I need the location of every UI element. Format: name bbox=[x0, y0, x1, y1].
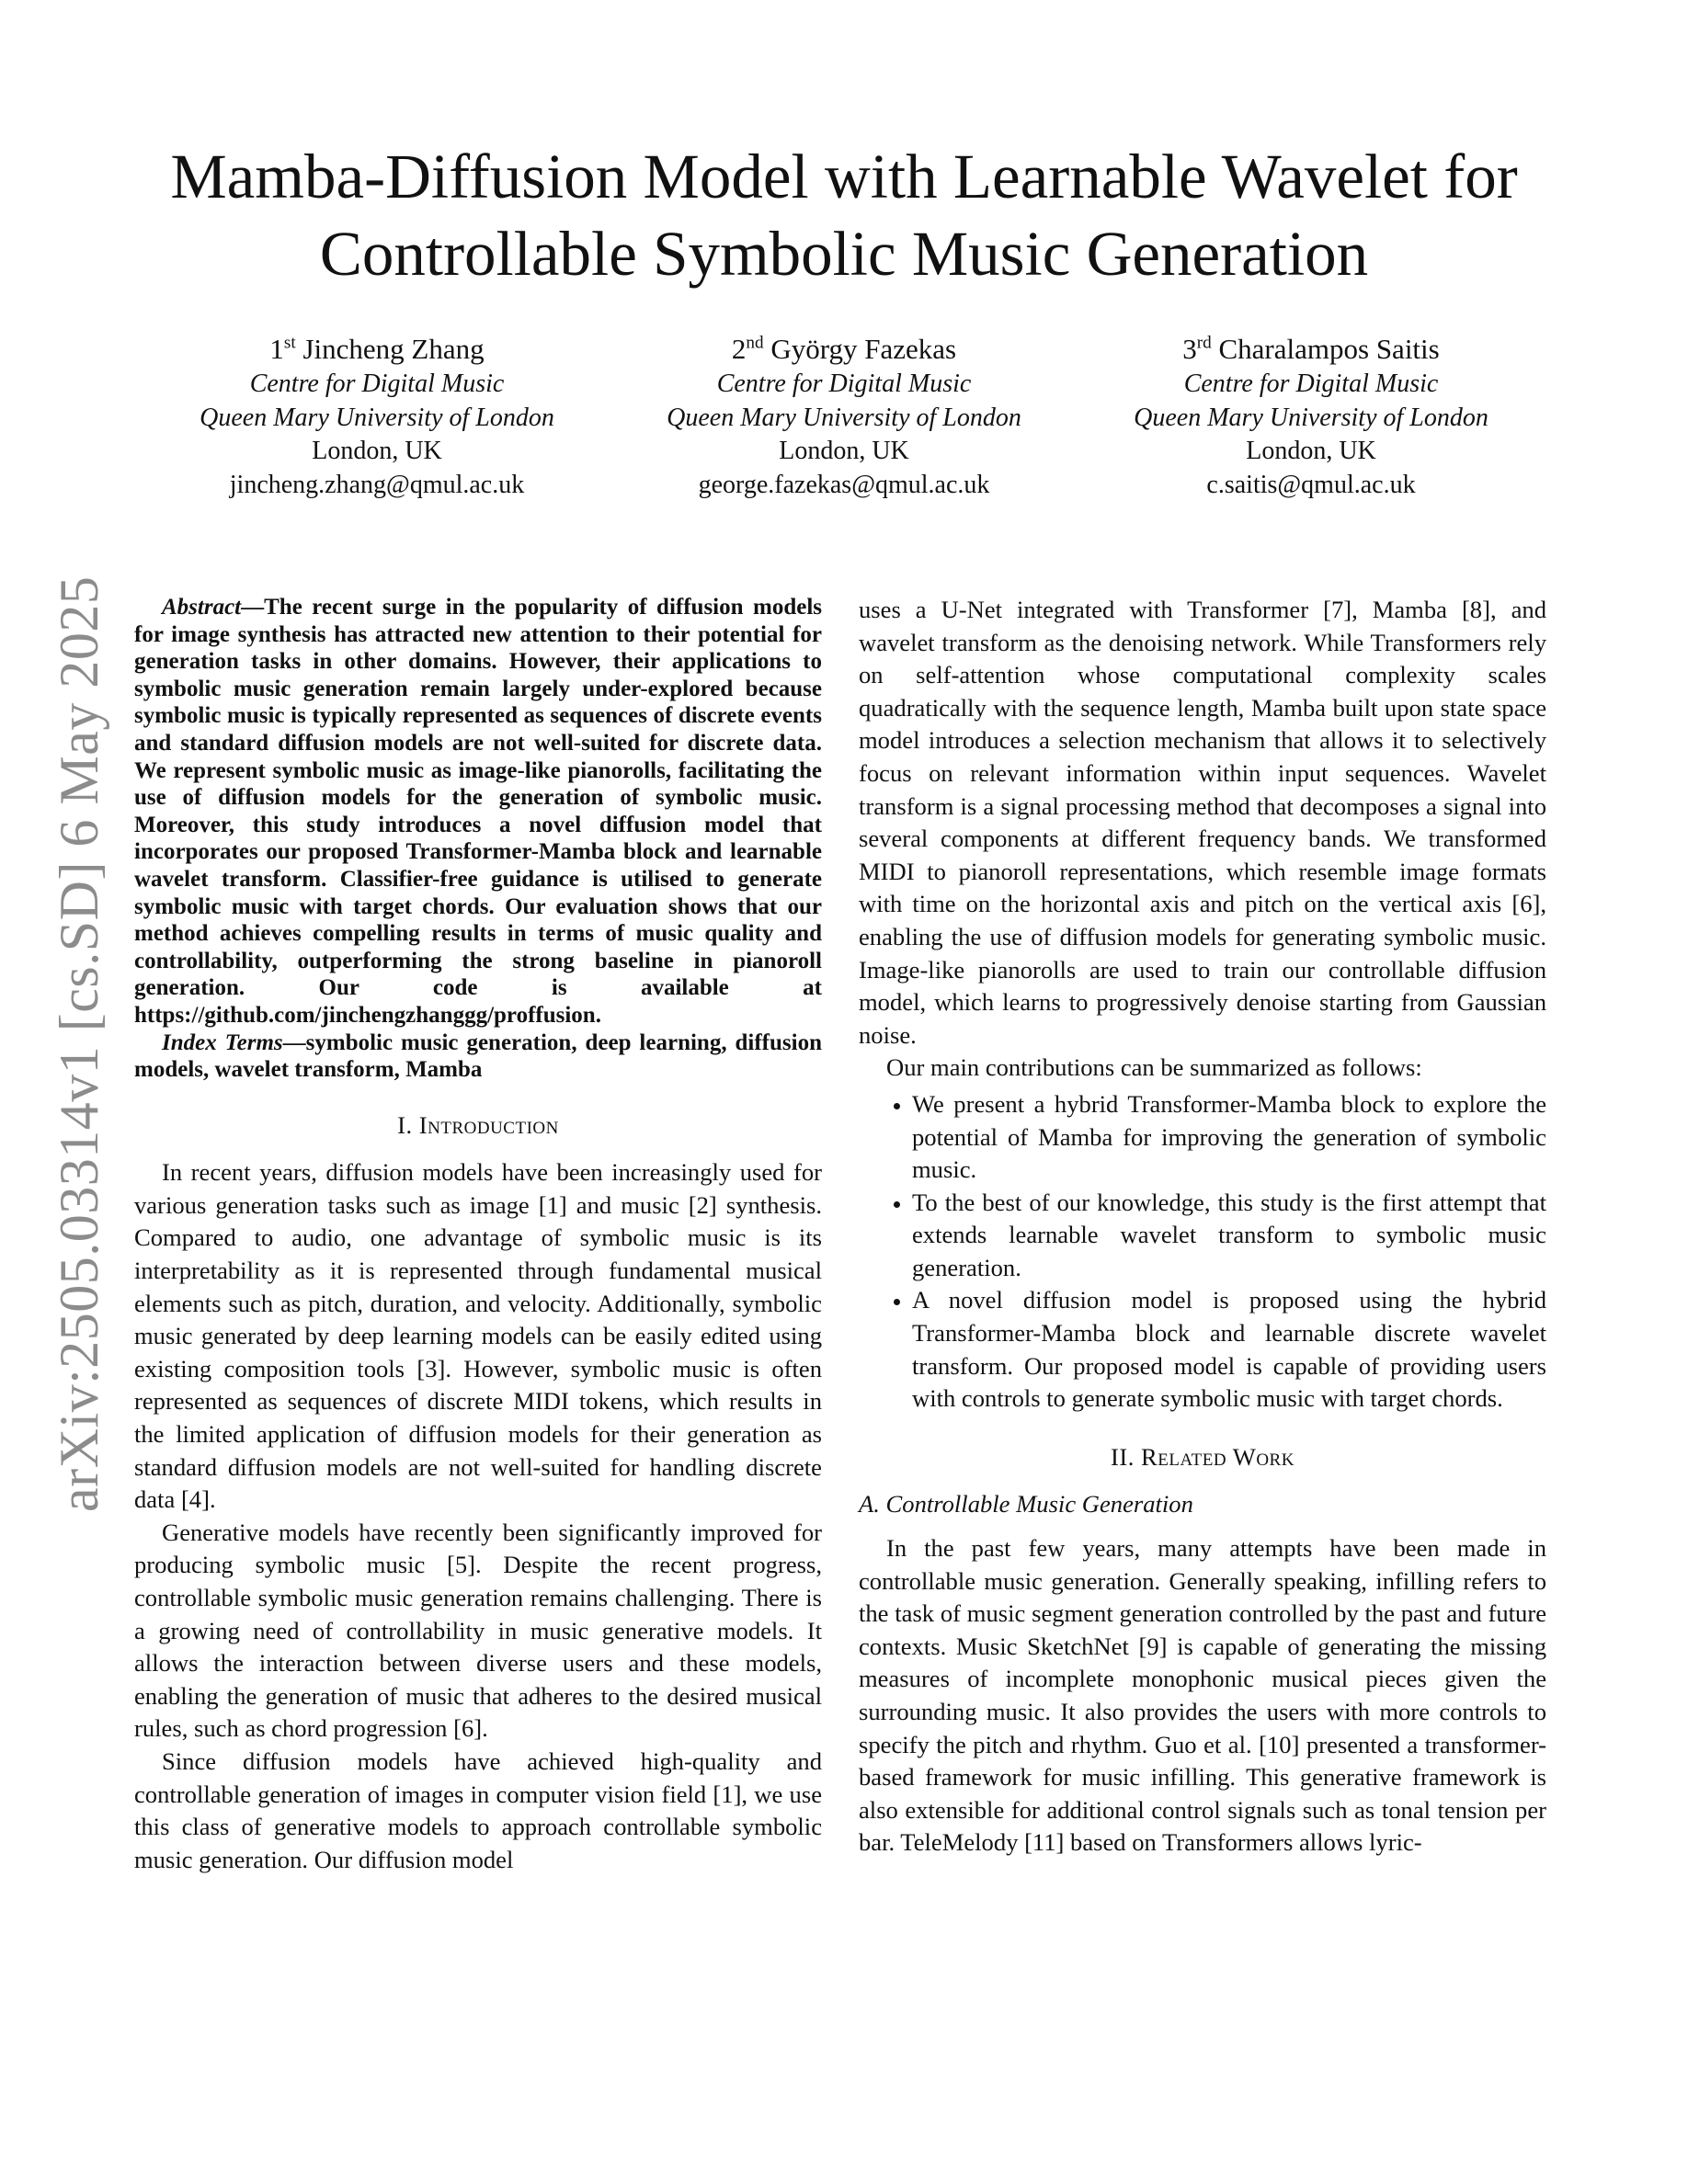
author-ordinal: 3 bbox=[1182, 333, 1197, 365]
paragraph: In the past few years, many attempts have been made in controllable music generation. Generally speaking, infilling refers to the task of music segment generation controlled by the past and future contexts. Music SketchNet [9] is capable of generating the missing measures of incomplete monophonic musical pieces given the surrounding music. It also provides the users with more controls to specify the pitch and rhythm. Guo et al. [10] presented a transformer-based framework for music infilling. This generative framework is also extensible for additional control signals such as tonal tension per bar. TeleMelody [11] based on Transformers allows lyric- bbox=[859, 1534, 1546, 1857]
author-org: Queen Mary University of London bbox=[200, 403, 554, 432]
author-name-text: György Fazekas bbox=[770, 333, 957, 365]
section-heading-related-work: II. Related Work bbox=[1111, 1442, 1295, 1471]
paragraph: Since diffusion models have achieved high-quality and controllable generation of images in computer vision field [1], we use this class of generative models to approach controllable symbolic music generation. Our diffusion model bbox=[134, 1746, 822, 1873]
author-ordinal-suffix: rd bbox=[1196, 333, 1212, 353]
author-1 bbox=[156, 331, 598, 502]
author-email: george.fazekas@qmul.ac.uk bbox=[698, 470, 990, 499]
author-3 bbox=[1090, 331, 1532, 502]
author-name-text: Jincheng Zhang bbox=[302, 333, 485, 365]
author-org: Queen Mary University of London bbox=[1134, 403, 1488, 432]
paragraph: uses a U-Net integrated with Transformer [7], Mamba [8], and wavelet transform as the denoising network. While Transformers rely on self-attention whose computational complexity scales quadratically with the sequence length, Mamba built upon state space model introduces a selection mechanism that allows it to selectively focus on relevant information within input sequences. Wavelet transform is a signal processing method that decomposes a signal into several components at different frequency bands. We transformed MIDI to pianoroll representations, which resemble image formats with time on the horizontal axis and pitch on the vertical axis [6], enabling the use of diffusion models for generating symbolic music. Image-like pianorolls are used to train our controllable diffusion model, which learns to progressively denoise starting from Gaussian noise. bbox=[859, 596, 1546, 1049]
author-email: jincheng.zhang@qmul.ac.uk bbox=[229, 470, 525, 499]
author-name bbox=[623, 331, 1065, 368]
index-terms-lead: Index Terms bbox=[162, 1029, 283, 1055]
author-location: London, UK bbox=[312, 437, 442, 465]
paper-title: Mamba-Diffusion Model with Learnable Wavelet for Controllable Symbolic Music Generation bbox=[170, 142, 1518, 289]
paragraph: Our main contributions can be summarized as follows: bbox=[886, 1053, 1422, 1082]
abstract-lead: Abstract bbox=[162, 595, 242, 620]
paragraph: Generative models have recently been significantly improved for producing symbolic music [5]. Despite the recent progress, controllable symbolic music generation remains challenging. There is a growing need of controllability in music generative models. It allows the interaction between diverse users and these models, enabling the generation of music that adheres to the desired musical rules, such as chord progression [6]. bbox=[134, 1518, 822, 1743]
section-heading-introduction: I. Introduction bbox=[397, 1110, 559, 1139]
author-name-text: Charalampos Saitis bbox=[1218, 333, 1440, 365]
index-terms bbox=[134, 1029, 822, 1084]
author-location: London, UK bbox=[779, 437, 909, 465]
author-ordinal: 1 bbox=[269, 333, 284, 365]
author-name bbox=[1090, 331, 1532, 368]
author-location: London, UK bbox=[1246, 437, 1376, 465]
author-block bbox=[156, 331, 1532, 502]
author-email: c.saitis@qmul.ac.uk bbox=[1206, 470, 1416, 499]
author-dept: Centre for Digital Music bbox=[1183, 370, 1439, 398]
right-column bbox=[859, 594, 1546, 1860]
author-org: Queen Mary University of London bbox=[667, 403, 1021, 432]
author-name bbox=[156, 331, 598, 368]
contributions-list bbox=[859, 1088, 1546, 1416]
subsection-heading: A. Controllable Music Generation bbox=[859, 1490, 1193, 1519]
arxiv-identifier: arXiv:2505.03314v1 [cs.SD] 6 May 2025 bbox=[49, 575, 109, 1512]
paragraph: In recent years, diffusion models have been increasingly used for various generation tasks such as image [1] and music [2] synthesis. Compared to audio, one advantage of symbolic music is its interpretability as it is represented through fundamental musical elements such as pitch, duration, and velocity. Additionally, symbolic music generated by deep learning models can be easily edited using existing composition tools [3]. However, symbolic music is often represented as sequences of discrete MIDI tokens, which results in the limited application of diffusion models for their generation as standard diffusion models are not well-suited for handling discrete data [4]. bbox=[134, 1158, 822, 1514]
author-ordinal-suffix: st bbox=[283, 333, 296, 353]
abstract bbox=[134, 594, 822, 1029]
author-ordinal-suffix: nd bbox=[746, 333, 764, 353]
author-dept: Centre for Digital Music bbox=[716, 370, 972, 398]
author-ordinal: 2 bbox=[731, 333, 747, 365]
list-item: • A novel diffusion model is proposed using the hybrid Transformer-Mamba block and learnable discrete wavelet transform. Our proposed model is capable of providing users with controls to generate symbolic music with target chords. bbox=[912, 1284, 1546, 1415]
author-dept: Centre for Digital Music bbox=[249, 370, 505, 398]
index-terms-text: —symbolic music generation, deep learning, diffusion models, wavelet transform, Mamba bbox=[134, 1029, 822, 1083]
abstract-text: —The recent surge in the popularity of diffusion models for image synthesis has attracted new attention to their potential for generation tasks in other domains. However, their applications to symbolic music generation remain largely under-explored because symbolic music is typically represented as sequences of discrete events and standard diffusion models are not well-suited for discrete data. We represent symbolic music as image-like pianorolls, facilitating the use of diffusion models for the generation of symbolic music. Moreover, this study introduces a novel diffusion model that incorporates our proposed Transformer-Mamba block and learnable wavelet transform. Classifier-free guidance is utilised to generate symbolic music with target chords. Our evaluation shows that our method achieves compelling results in terms of music quality and controllability, outperforming the strong baseline in pianoroll generation. Our code is available at https://github.com/jinchengzhanggg/proffusion. bbox=[134, 595, 822, 1028]
list-item: • To the best of our knowledge, this study is the first attempt that extends learnable wavelet transform to symbolic music generation. bbox=[912, 1187, 1546, 1285]
left-column bbox=[134, 594, 822, 1876]
author-2 bbox=[623, 331, 1065, 502]
list-item: • We present a hybrid Transformer-Mamba block to explore the potential of Mamba for improving the generation of symbolic music. bbox=[912, 1088, 1546, 1187]
